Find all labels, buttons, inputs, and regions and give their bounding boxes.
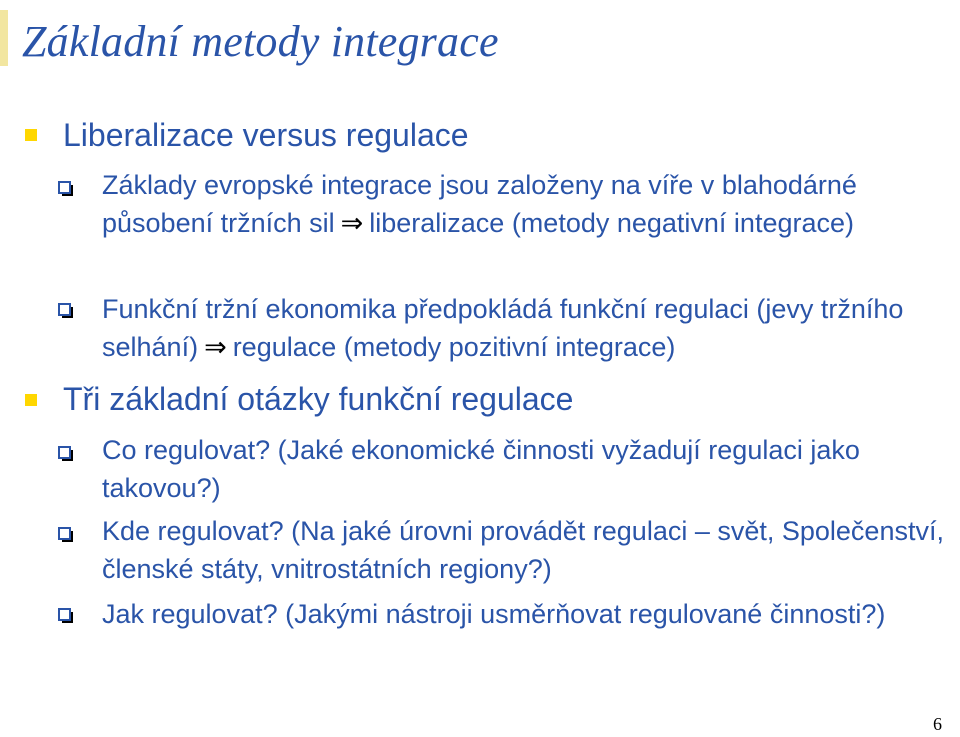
item-3-checkbox-bullet-icon [58, 446, 71, 459]
item-4-text: Kde regulovat? (Na jaké úrovni provádět regulaci – svět, Společenství, členské státy, vnitrostátních regiony?) [102, 516, 944, 584]
section-2-square-bullet-icon [25, 394, 37, 406]
item-1-text-after: liberalizace (metody negativní integrace) [369, 208, 854, 238]
item-2-text-after: regulace (metody pozitivní integrace) [232, 332, 676, 362]
item-3-text: Co regulovat? (Jaké ekonomické činnosti vyžadují regulaci jako takovou?) [102, 435, 860, 503]
section-1-square-bullet-icon [25, 129, 37, 141]
title-accent-bar [0, 10, 8, 66]
item-5-text: Jak regulovat? (Jakými nástroji usměrňovat regulované činnosti?) [102, 599, 886, 629]
implies-arrow-icon: ⇒ [204, 332, 227, 363]
item-5-checkbox-bullet-icon [58, 608, 71, 621]
item-2-text [102, 290, 952, 367]
item-2-text-before: Funkční tržní ekonomika předpokládá funkční regulaci (jevy tržního selhání) [102, 294, 904, 362]
item-1-text-before: Základy evropské integrace jsou založeny na víře v blahodárné působení tržních sil [102, 170, 857, 238]
section-2-heading: Tři základní otázky funkční regulace [63, 381, 574, 417]
item-1-checkbox-bullet-icon [58, 181, 71, 194]
item-2-checkbox-bullet-icon [58, 303, 71, 316]
implies-arrow-icon: ⇒ [340, 208, 364, 239]
item-4-checkbox-bullet-icon [58, 527, 71, 540]
item-1-text [102, 166, 952, 243]
slide-title: Základní metody integrace [22, 17, 499, 66]
page-number: 6 [933, 714, 942, 734]
section-1-heading: Liberalizace versus regulace [63, 117, 469, 153]
